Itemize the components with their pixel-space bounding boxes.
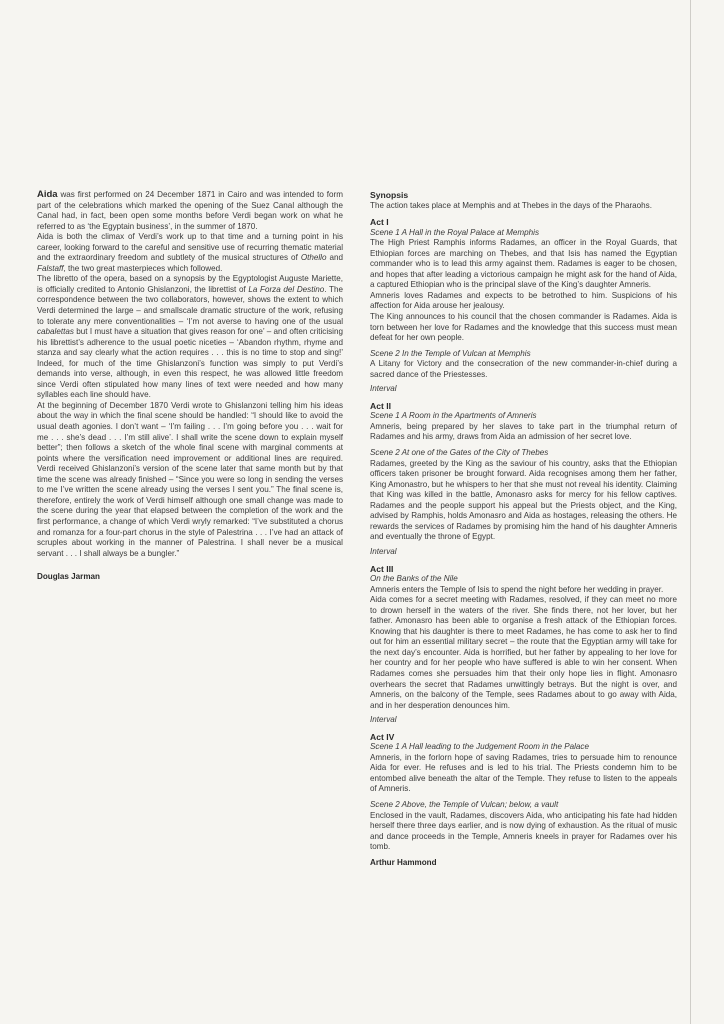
scene-title: On the Banks of the Nile	[370, 574, 458, 584]
synopsis-intro: The action takes place at Memphis and at Thebes in the days of the Pharaohs.	[370, 200, 652, 210]
work-title: Othello	[300, 253, 327, 263]
synopsis-heading: Synopsis	[370, 190, 409, 200]
work-title: Falstaff	[37, 263, 64, 273]
synopsis-paragraph: The High Priest Ramphis informs Radames, an officer in the Royal Guards, that Ethiopian forces are marching on Thebes, and that Isis has named the Egyptian commander who is to lead this army against them. Radames is eager to be chosen, and hopes that after leading a victorious campaign he might ask for the hand of Aida, a captured Ethiopian who is the principal slave of the King’s daughter Amneris.	[370, 238, 677, 290]
essay-text: Aida is both the climax of Verdi’s work up to that time and a turning point in his career, looking forward to the careful and sensitive use of recurring thematic material and the extraordinary freedom and subtlety of the musical structures of	[37, 232, 343, 263]
synopsis-paragraph: Amneris loves Radames and expects to be betrothed to him. Suspicions of his affection for Aida arouse her jealousy.	[370, 290, 677, 311]
scene-title: Scene 2 Above, the Temple of Vulcan; below, a vault	[370, 799, 559, 809]
work-title: La Forza del Destino	[248, 284, 325, 294]
essay-paragraph	[37, 190, 343, 232]
interval-label: Interval	[370, 384, 397, 394]
essay-paragraph: At the beginning of December 1870 Verdi wrote to Ghislanzoni telling him his ideas about the way in which the final scene should be handled: “I should like to avoid the usual death agonies. I don’t want – ‘I’m failing . . . I’m going before you . . . wait for me . . . she’s dead . . . I’m still alive’. I shall write the scene down to explain myself better”; then follows a sketch of the whole final scene with marginal comments at points where the versification need improvement or additional lines are required. Verdi received Ghislanzoni’s version of the scene later that same month but by that time the scene was already finished – “Since you were so long in sending the verses to me I’ve written the scene already using the verses I sent you.” The final scene is, therefore, entirely the work of Verdi himself although one small change was made to the scene during the year that elapsed between the completion of the work and the first performance, a change of which Verdi wryly remarked: “I’ve substituted a chorus and romanza for a four-part chorus in the style of Palestrina . . . I’ve had an attack of scruples about working in the manner of Palestrina. I shall never be a musical servant . . . I shall always be a bungler.”	[37, 400, 343, 558]
synopsis-column	[370, 190, 677, 868]
italic-term: cabalettas	[37, 327, 74, 337]
essay-text: The libretto of the opera, based on a synopsis by the Egyptologist Auguste Mariette, is officially credited to Antonio Ghislanzoni, the librettist of	[37, 274, 343, 294]
act-heading: Act IV	[370, 731, 395, 742]
essay-column	[37, 190, 343, 583]
essay-text: and	[326, 253, 343, 263]
synopsis-paragraph: Amneris enters the Temple of Isis to spend the night before her wedding in prayer.	[370, 584, 664, 594]
essay-text: was first performed on 24 December 1871 in Cairo and was intended to form part of the celebrations which marked the opening of the Suez Canal although the Canal had, in fact, been open some months before Verdi began work on what he referred to as ‘the Egyptain business’, in the summer of 1870.	[37, 190, 343, 231]
scene-title: Scene 2 In the Temple of Vulcan at Memphis	[370, 348, 531, 358]
synopsis-paragraph: Amneris, being prepared by her slaves to take part in the triumphal return of Radames and his army, draws from Aida an admission of her secret love.	[370, 421, 677, 442]
author-signature: Arthur Hammond	[370, 857, 437, 867]
interval-label: Interval	[370, 546, 397, 556]
essay-paragraph	[37, 274, 343, 401]
essay-text: but I must have a situation that gives reason for one’ – and often criticising his librettist’s adherence to the usual poetic niceties – ‘Abandon rhythm, rhyme and stanza and say clearly what the action requires . . . this is no time to stop and sing!’ Indeed, for much of the time Ghislanzoni’s function was simply to put Verdi’s demands into verse, although, in even this respect, he was allowed little freedom since Verdi often stipulated how many lines of text were needed and how many syllables each line should have.	[37, 327, 343, 400]
synopsis-paragraph: A Litany for Victory and the consecration of the new commander-in-chief during a sacred dance of the Priestesses.	[370, 359, 677, 379]
scene-title: Scene 1 A Room in the Apartments of Amneris	[370, 411, 537, 421]
synopsis-paragraph: Aida comes for a secret meeting with Radames, resolved, if they can meet no more to drown herself in the waters of the river. She finds there, not her lover, but her father. Amonasro has been able to organise a fresh attack of the Ethiopian forces. Knowing that his daughter is there to meet Radames, he has come to ask her to find out for him an essential military secret – the route that the Egyptian army will take for the next day’s encounter. Aida is horrified, but her father by appealing to her love for her country and for her people who have suffered is able to win her consent. When Radames comes she persuades him that their only hope lies in flight. Amonasro overhears the secret that Radames unwittingly betrays. But the night is over, and Amneris, on the balcony of the Temple, sees Radames about to go away with Aida, and in her desperation denounces him.	[370, 595, 677, 710]
synopsis-paragraph: Enclosed in the vault, Radames, discovers Aida, who anticipating his fate had hidden herself there three days earlier, and is now dying of exhaustion. As the ritual of music and dance proceeds in the Temple, Amneris kneels in prayer for Radames over his tomb.	[370, 810, 677, 852]
act-heading: Act I	[370, 217, 389, 228]
act-heading: Act II	[370, 400, 392, 411]
scene-title: Scene 1 A Hall leading to the Judgement Room in the Palace	[370, 742, 589, 752]
essay-paragraph	[37, 232, 343, 274]
author-signature: Douglas Jarman	[37, 572, 100, 582]
scene-title: Scene 2 At one of the Gates of the City of Thebes	[370, 448, 549, 458]
synopsis-paragraph: The King announces to his council that the chosen commander is Radames. Aida is torn between her love for Radames and the knowledge that this success must mean defeat for her own people.	[370, 312, 677, 343]
synopsis-paragraph: Radames, greeted by the King as the saviour of his country, asks that the Ethiopian officers taken prisoner be brought forward. Aida recognises among them her father, King Amonastro, but he whispers to her that she must not reveal his identity. Claiming that King was killed in the battle, Amonasro asks for mercy for his fellow captives. Radames and the people support his appeal but the Priests object, and the King, advised by Ramphis, holds Amonasro and Aida as hostages, releasing the others. He rewards the services of Radames by promising him the hand of his daughter Amneris and eventually the throne of Egypt.	[370, 458, 677, 542]
page-edge-line	[690, 0, 691, 1024]
scene-title: Scene 1 A Hall in the Royal Palace at Memphis	[370, 227, 540, 237]
lead-word: Aida	[37, 189, 58, 200]
act-heading: Act III	[370, 563, 394, 574]
interval-label: Interval	[370, 715, 397, 725]
synopsis-paragraph: Amneris, in the forlorn hope of saving Radames, tries to persuade him to renounce Aida for ever. He refuses and is led to his trial. The Priests condemn him to be entombed alive beneath the altar of the Temple. They refuse to listen to the appeals of Amneris.	[370, 752, 677, 794]
essay-text: . The correspondence between the two collaborators, however, shows the extent to which Verdi determined the large – and smallscale dramatic structure of the work, refusing to tolerate any mere conventionalities – ‘I’m not averse to having one of the usual	[37, 284, 343, 326]
essay-text: , the two great masterpieces which followed.	[63, 263, 223, 273]
